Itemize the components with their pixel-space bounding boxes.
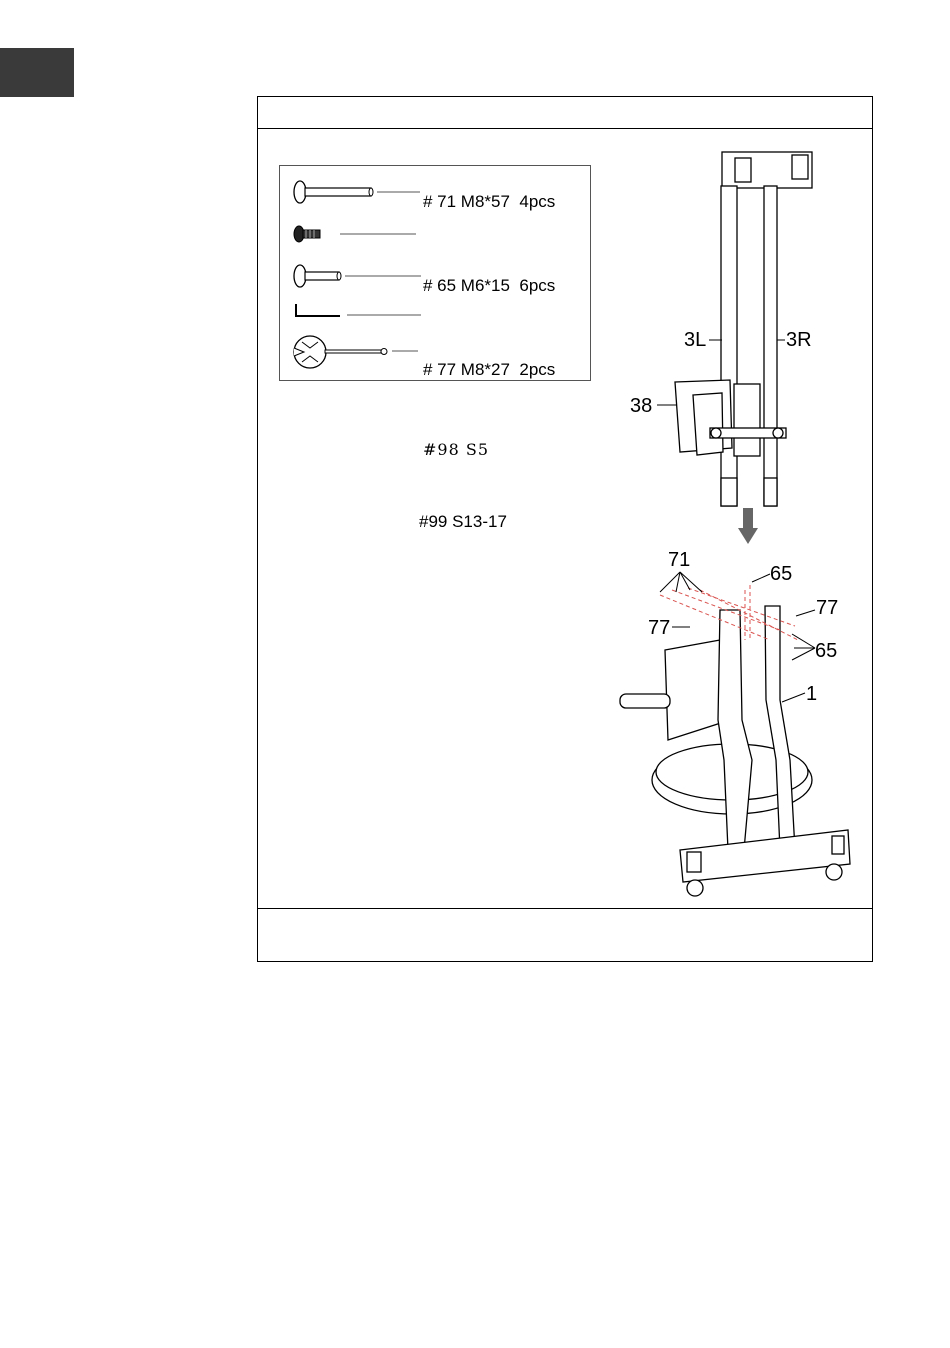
part-label-98: #98 S5 [423, 440, 489, 459]
callout-71: 71 [668, 549, 691, 571]
callout-65-right: 65 [815, 640, 838, 662]
part-label-71: # 71 M8*57 4pcs [423, 192, 556, 211]
part-label-99: #99 S13-17 [419, 512, 507, 531]
callout-77-right: 77 [816, 597, 839, 619]
part-label-65: # 65 M6*15 6pcs [423, 276, 556, 295]
callout-3r: 3R [786, 329, 812, 351]
part-label-77: # 77 M8*27 2pcs [423, 360, 556, 379]
callout-38: 38 [630, 395, 653, 417]
callout-3l: 3L [684, 329, 707, 351]
callout-1: 1 [806, 683, 818, 705]
callout-65-top: 65 [770, 563, 793, 585]
down-arrow-icon [738, 508, 758, 544]
callout-77-left: 77 [648, 617, 671, 639]
